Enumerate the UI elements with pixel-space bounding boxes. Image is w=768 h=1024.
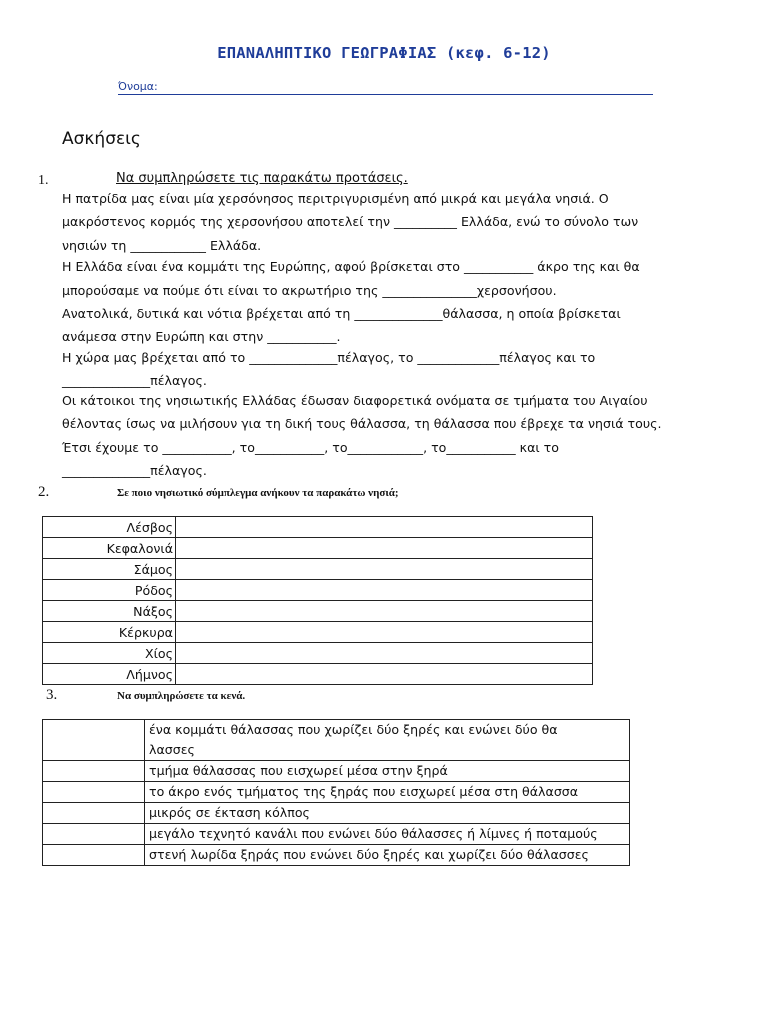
island-name: Σάμος [43, 559, 176, 580]
exercise-1-line: μακρόστενος κορμός της χερσονήσου αποτελεί την __________ Ελλάδα, ενώ το σύνολο των [62, 214, 639, 229]
definition-text: ένα κομμάτι θάλασσας που χωρίζει δύο ξηρές και ενώνει δύο θα λασσες [145, 720, 630, 761]
answer-cell[interactable] [43, 845, 145, 866]
exercise-1-title: Να συμπληρώσετε τις παρακάτω προτάσεις. [116, 171, 408, 186]
exercise-3-number: 3. [46, 687, 58, 703]
exercise-1-line: Η Ελλάδα είναι ένα κομμάτι της Ευρώπης, αφού βρίσκεται στο ___________ άκρο της και θα [62, 259, 640, 274]
exercise-1-line: νησιών τη ____________ Ελλάδα. [62, 238, 262, 253]
exercise-1-line: Η πατρίδα μας είναι μία χερσόνησος περιτριγυρισμένη από μικρά και μεγάλα νησιά. Ο [62, 191, 609, 206]
answer-cell[interactable] [176, 517, 593, 538]
exercise-1-line: μπορούσαμε να πούμε ότι είναι το ακρωτήριο της _______________χερσονήσου. [62, 283, 557, 298]
table-row [43, 643, 593, 664]
answer-cell[interactable] [43, 761, 145, 782]
island-name: Χίος [43, 643, 176, 664]
table-row [43, 622, 593, 643]
table-row [43, 761, 630, 782]
island-name: Κέρκυρα [43, 622, 176, 643]
name-field-line [118, 80, 653, 95]
definition-text: στενή λωρίδα ξηράς που ενώνει δύο ξηρές και χωρίζει δύο θάλασσες [145, 845, 630, 866]
exercise-1-line: Ανατολικά, δυτικά και νότια βρέχεται από τη ______________θάλασσα, η οποία βρίσκεται [62, 306, 621, 321]
answer-cell[interactable] [43, 803, 145, 824]
exercise-2-number: 2. [38, 484, 50, 500]
answer-cell[interactable] [176, 622, 593, 643]
worksheet-title: ΕΠΑΝΑΛΗΠΤΙΚΟ ΓΕΩΓΡΑΦΙΑΣ (κεφ. 6-12) [217, 44, 551, 62]
answer-cell[interactable] [176, 559, 593, 580]
answer-cell[interactable] [43, 720, 145, 761]
exercise-1-line: ______________πέλαγος. [62, 463, 207, 478]
table-row [43, 720, 630, 761]
table-row [43, 824, 630, 845]
exercise-1-line: Η χώρα μας βρέχεται από το ______________πέλαγος, το _____________πέλαγος και το [62, 350, 596, 365]
answer-cell[interactable] [176, 580, 593, 601]
definition-text: μεγάλο τεχνητό κανάλι που ενώνει δύο θάλασσες ή λίμνες ή ποταμούς [145, 824, 630, 845]
table-row [43, 803, 630, 824]
definition-text: τμήμα θάλασσας που εισχωρεί μέσα στην ξηρά [145, 761, 630, 782]
answer-cell[interactable] [176, 601, 593, 622]
exercise-1-line: Οι κάτοικοι της νησιωτικής Ελλάδας έδωσαν διαφορετικά ονόματα σε τμήματα του Αιγαίου [62, 393, 648, 408]
table-row [43, 538, 593, 559]
exercise-3-title: Να συμπληρώσετε τα κενά. [117, 690, 246, 702]
answer-cell[interactable] [43, 824, 145, 845]
island-name: Κεφαλονιά [43, 538, 176, 559]
table-row [43, 517, 593, 538]
exercise-2-title: Σε ποιο νησιωτικό σύμπλεγμα ανήκουν τα παρακάτω νησιά; [117, 487, 399, 499]
answer-cell[interactable] [176, 664, 593, 685]
definition-text: μικρός σε έκταση κόλπος [145, 803, 630, 824]
exercise-1-number: 1. [38, 173, 49, 188]
island-name: Ρόδος [43, 580, 176, 601]
island-name: Λήμνος [43, 664, 176, 685]
section-heading: Ασκήσεις [62, 129, 141, 149]
answer-cell[interactable] [176, 643, 593, 664]
table-row [43, 664, 593, 685]
island-name: Λέσβος [43, 517, 176, 538]
answer-cell[interactable] [176, 538, 593, 559]
table-row [43, 559, 593, 580]
exercise-1-line: ανάμεσα στην Ευρώπη και στην ___________. [62, 329, 341, 344]
islands-table [42, 516, 593, 685]
exercise-1-line: ______________πέλαγος. [62, 373, 207, 388]
island-name: Νάξος [43, 601, 176, 622]
table-row [43, 782, 630, 803]
table-row [43, 845, 630, 866]
definitions-table [42, 719, 630, 866]
table-row [43, 580, 593, 601]
name-label: Όνομα: [118, 80, 158, 93]
definition-text: το άκρο ενός τμήματος της ξηράς που εισχωρεί μέσα στη θάλασσα [145, 782, 630, 803]
exercise-1-line: Έτσι έχουμε το ___________, το___________, το____________, το___________ και το [62, 440, 559, 455]
table-row [43, 601, 593, 622]
exercise-1-line: θέλοντας ίσως να μιλήσουν για τη δική τους θάλασσα, τη θάλασσα που έβρεχε τα νησιά τους. [62, 416, 662, 431]
answer-cell[interactable] [43, 782, 145, 803]
